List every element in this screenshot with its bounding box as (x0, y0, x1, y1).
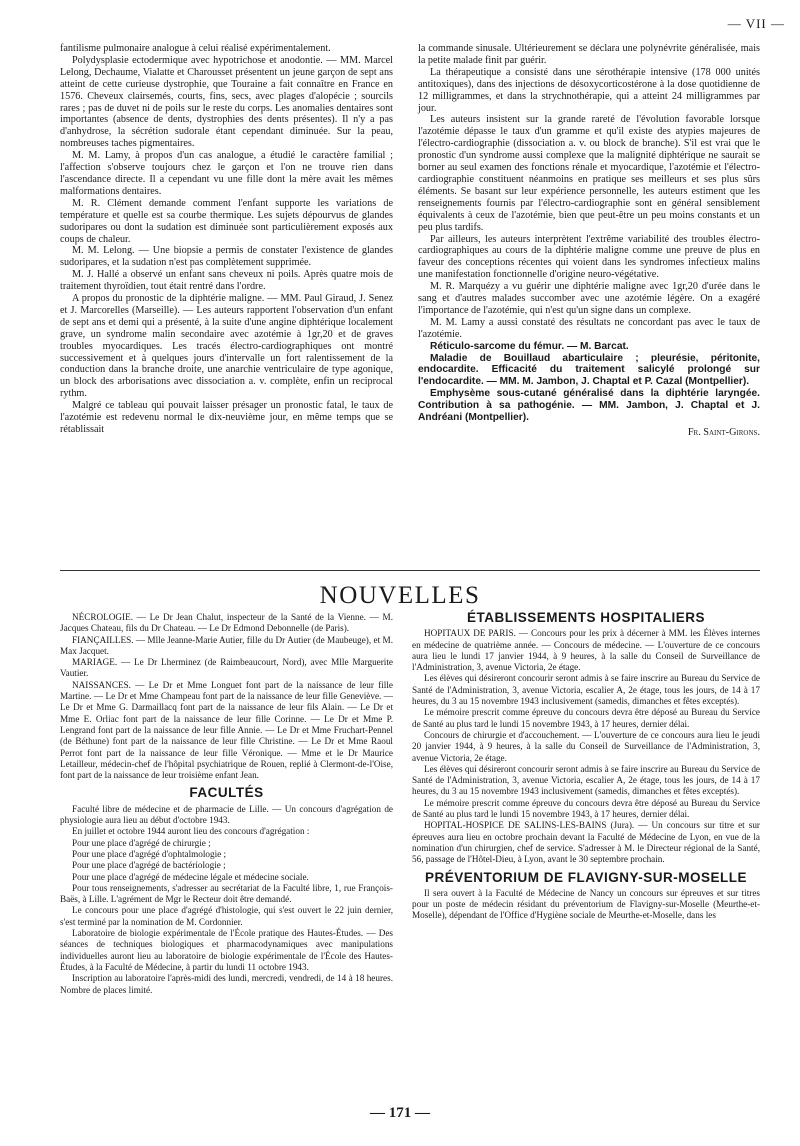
paragraph: la commande sinusale. Ultérieurement se déclara une polynévrite généralisée, mais la petite malade finit par guérir. (418, 43, 760, 66)
paragraph: Il sera ouvert à la Faculté de Médecine de Nancy un concours sur épreuves et sur titres pour un poste de médecin résidant du préventorium de Flavigny-sur-Moselle (Meurthe-et-Moselle), dépendant de l'Office d'Hygiène sociale de Meurthe-et-Moselle, dans les (412, 887, 760, 921)
paragraph: Le mémoire prescrit comme épreuve du concours devra être déposé au Bureau du Service de Santé au plus tard le lundi 15 novembre 1943, à 17 heures, dernier délai. (412, 707, 760, 729)
paragraph: M. M. Lamy, à propos d'un cas analogue, a étudié le caractère familial ; l'affection s'observe toujours chez le garçon et l'on ne trouve rien dans l'ascendance directe. Il a cependant vu une fille dont la mère avait les mêmes malformations dentaires. (60, 150, 393, 197)
paragraph: A propos du pronostic de la diphtérie maligne. — MM. Paul Giraud, J. Senez et J. Marcorelles (Marseille). — Les auteurs rapportent l'observation d'un enfant de sept ans et demi qui a présenté, à la suite d'une angine diphtérique localement grave, un syndrome malin secondaire avec azotémie à 1gr,20 et de graves troubles myocardiques. Les tracés électro-cardiographiques ont montré successivement et à quelques jours d'intervalle un fort ralentissement de la conduction dans la branche droite, une anarchie ventriculaire de type agonique, un block des arborisations avec dissociation a. v. complète, enfin un reciprocal rythm. (60, 293, 393, 400)
paragraph: Maladie de Bouillaud abarticulaire ; pleurésie, péritonite, endocardite. Efficacité du traitement salicylé prolongé sur l'endocardite. — MM. M. Jambon, J. Chaptal et P. Cazal (Montpellier). (418, 352, 760, 388)
upper-left-column (60, 43, 393, 436)
paragraph: Les auteurs insistent sur la grande rareté de l'évolution favorable lorsque l'azotémie dépasse le taux d'un gramme et qu'il existe des atypies majeures de l'électro-cardiographie (dissociation a. v. ou block de branche). S'il est vrai que le pronostic d'un syndrome aussi complexe que la malignité diphtérique ne saurait se borner au seul examen des fonctions rénale et myocardique, l'azotémie et l'électro-cardiographie constituent néanmoins en pratique ses meilleurs et ses plus sûrs éléments. Se basant sur leur expérience personnelle, les auteurs estiment que les renseignements fournis par l'électro-cardiographie sont en général sensiblement équivalents à ceux de l'azotémie, bien que peut-être un peu moins constants et un peu plus tardifs. (418, 114, 760, 233)
signature: Fr. Saint-Girons. (687, 427, 760, 438)
paragraph: M. J. Hallé a observé un enfant sans cheveux ni poils. Après quatre mois de traitement thyroïdien, tout était rentré dans l'ordre. (60, 269, 393, 293)
paragraph: Polydysplasie ectodermique avec hypotrichose et anodontie. — MM. Marcel Lelong, Dechaume, Vialatte et Charousset présentent un jeune garçon de sept ans atteint de cette curieuse dystrophie, que Touraine a fait connaître en France en 1576. Cheveux clairsemés, courts, fins, secs, avec plages d'alopécie ; sourcils rares ; pas de duvet ni de poils sur le reste du corps. Les anomalies dentaires sont importantes (absence de dents, dystrophies des dents présentes). Il n'y a pas d'anhydrose, la sécrétion sudorale étant cependant diminuée. Sur la peau, nombreuses taches pigmentaires. (60, 54, 393, 150)
running-header: — VII — (727, 16, 785, 31)
notice-fiancailles: FIANÇAILLES. — Mlle Jeanne-Marie Autier, fille du Dr Autier (de Maubeuge), et M. Max Jacquet. (60, 634, 393, 656)
notice-naissances: NAISSANCES. — Le Dr et Mme Longuet font part de la naissance de leur fille Martine. — Le Dr et Mme Champeau font part de la naissance de leur fille Geneviève. — Le Dr et Mme G. Darmaillacq font part de la naissance de leur fils Alain. — Le Dr et Mme E. Orliac font part de la naissance de leur fille Corinne. — Le Dr et Mme P. Lengrand font part de la naissance de leur fille Annie. — Le Dr et Mme Fruchart-Pennel (de Béthune) font part de la naissance de leur fille Christine. — Le Dr et Mme Raoul Perrot font part de la naissance de leur fille Véronique. — Mme et le Dr Maurice Letailleur, médecin-chef de l'hôpital psychiatrique de Rouen, replié à Clermont-de-l'Oise, font part de la naissance de leur troisième enfant Jean. (60, 679, 393, 781)
paragraph: Pour tous renseignements, s'adresser au secrétariat de la Faculté libre, 1, rue François-Baës, à Lille. L'agrément de Mgr le Recteur doit être demandé. (60, 882, 393, 905)
paragraph: Laboratoire de biologie expérimentale de l'École pratique des Hautes-Études. — Des séances de techniques biologiques et pharmacodynamiques avec manipulations individuelles auront lieu au laboratoire de biologie expérimentale de l'École des Hautes-Études, à la Faculté de Médecine, à partir du lundi 11 octobre 1943. (60, 928, 393, 972)
page-number: — 171 — (370, 1105, 430, 1121)
paragraph: Les élèves qui désireront concourir seront admis à se faire inscrire au Bureau du Service de Santé de l'Administration, 3, avenue Victoria, escalier A, 2e étage, tous les jours, de 14 à 17 heures, du 3 au 15 novembre 1943 inclusivement (samedis, dimanches et fêtes exceptés). (412, 673, 760, 707)
list-item: Pour une place d'agrégé de médecine légale et médecine sociale. (72, 871, 309, 882)
list-item: Pour une place d'agrégé d'ophtalmologie ; (72, 848, 227, 859)
preventorium-heading: PRÉVENTORIUM DE FLAVIGNY-SUR-MOSELLE (424, 869, 748, 885)
paragraph: M. M. Lelong. — Une biopsie a permis de constater l'existence de glandes sudoripares, et la sudation n'est pas complètement supprimée. (60, 245, 393, 269)
lower-left-column (60, 612, 393, 996)
paragraph: M. R. Marquézy a vu guérir une diphtérie maligne avec 1gr,20 d'urée dans le sang et d'autres malades succomber avec une azotémie légère. On a exagéré l'importance de l'azotémie, qui n'est qu'un signe dans un complexe. (418, 281, 760, 316)
section-divider (60, 570, 760, 571)
paragraph: En juillet et octobre 1944 auront lieu des concours d'agrégation : (72, 826, 310, 837)
paragraph: M. M. Lamy a aussi constaté des résultats ne concordant pas avec le taux de l'azotémie. (418, 316, 760, 340)
paragraph: Concours de chirurgie et d'accouchement. — L'ouverture de ce concours aura lieu le jeudi 20 janvier 1944, à 9 heures, à la salle du Conseil de Surveillance de l'Administration, 3, avenue Victoria, 2e étage. (412, 729, 760, 763)
notice-mariage: MARIAGE. — Le Dr Lherminez (de Raimbeaucourt, Nord), avec Mlle Marguerite Vautier. (60, 657, 393, 679)
paragraph: Inscription au laboratoire l'après-midi des lundi, mercredi, vendredi, de 14 à 18 heures. Nombre de places limité. (60, 973, 393, 995)
hospitals-heading: ÉTABLISSEMENTS HOSPITALIERS (466, 610, 706, 625)
paragraph: fantilisme pulmonaire analogue à celui réalisé expérimentalement. (60, 43, 331, 54)
paragraph: Faculté libre de médecine et de pharmacie de Lille. — Un concours d'agrégation de physiologie aura lieu au début d'octobre 1943. (60, 803, 393, 826)
paragraph: M. R. Clément demande comment l'enfant supporte les variations de température et quelle est sa courbe thermique. Les sujets dépourvus de glandes sudoripares ou dont la sudation est diminuée sont particulièrement exposés aux coups de chaleur. (60, 197, 393, 245)
paragraph: La thérapeutique a consisté dans une sérothérapie intensive (178 000 unités antitoxiques), dans des injections de désoxycorticostérone à la dose quotidienne de 12 milligrammes, et dans la strychnothérapie, qui a atteint 24 milligrammes par jour. (418, 66, 760, 114)
paragraph: Réticulo-sarcome du fémur. — M. Barcat. (430, 340, 629, 352)
paragraph: Le mémoire prescrit comme épreuve du concours devra être déposé au Bureau du Service de Santé au plus tard le lundi 15 novembre 1943, à 17 heures, dernier délai. (412, 797, 760, 820)
paragraph: Malgré ce tableau qui pouvait laisser présager un pronostic fatal, le taux de l'azotémie est redevenu normal le dix-neuvième jour, en même temps que se rétablissait (60, 400, 393, 435)
lower-right-column (412, 612, 760, 922)
facultes-heading: FACULTÉS (189, 785, 264, 801)
paragraph: Les élèves qui désireront concourir seront admis à se faire inscrire au Bureau du Service de Santé de l'Administration, 3, avenue Victoria, escalier A, 2e étage, tous les jours, de 14 à 17 heures, du 3 au 15 novembre 1943 inclusivement (samedis, dimanches et fêtes exceptés). (412, 763, 760, 797)
upper-right-column (418, 43, 760, 439)
paragraph: Le concours pour une place d'agrégé d'histologie, qui s'est ouvert le 22 juin dernier, s'est terminé par la nomination de M. Cordonnier. (60, 905, 393, 927)
section-banner: NOUVELLES (319, 582, 481, 609)
list-item: Pour une place d'agrégé de bactériologie ; (72, 860, 226, 871)
list-item: Pour une place d'agrégé de chirurgie ; (72, 837, 211, 848)
paragraph: Par ailleurs, les auteurs interprètent l'extrême variabilité des troubles électro-cardiographiques au cours de la diphtérie maligne comme une preuve de plus en faveur des conceptions récentes qui voient dans les syndromes infectieux malins une manifestation fonctionnelle d'origine neuro-végétative. (418, 233, 760, 281)
paragraph: HOPITAUX DE PARIS. — Concours pour les prix à décerner à MM. les Élèves internes en médecine de quatrième année. — Concours de médecine. — L'ouverture de ce concours aura lieu le lundi 17 janvier 1944, à 9 heures, à la salle du Conseil de Surveillance de l'Administration, 3, avenue Victoria, 2e étage. (412, 628, 760, 673)
notice-necrologie: NÉCROLOGIE. — Le Dr Jean Chalut, inspecteur de la Santé de la Vienne. — M. Jacques Chateau, fils du Dr Chateau. — Le Dr Edmond Debonnelle (de Paris). (60, 612, 393, 634)
paragraph: Emphysème sous-cutané généralisé dans la diphtérie laryngée. Contribution à sa pathogénie. — MM. Jambon, J. Chaptal et J. Andréani (Montpellier). (418, 388, 760, 424)
paragraph: HOPITAL-HOSPICE DE SALINS-LES-BAINS (Jura). — Un concours sur titre et sur épreuves aura lieu en octobre prochain devant la Faculté de Médecine de Lyon, en vue de la nomination d'un chirurgien, chef de service. S'adresser à M. le Directeur régional de la Santé, 56, passage de l'Hôtel-Dieu, à Lyon, avant le 30 septembre prochain. (412, 820, 760, 865)
